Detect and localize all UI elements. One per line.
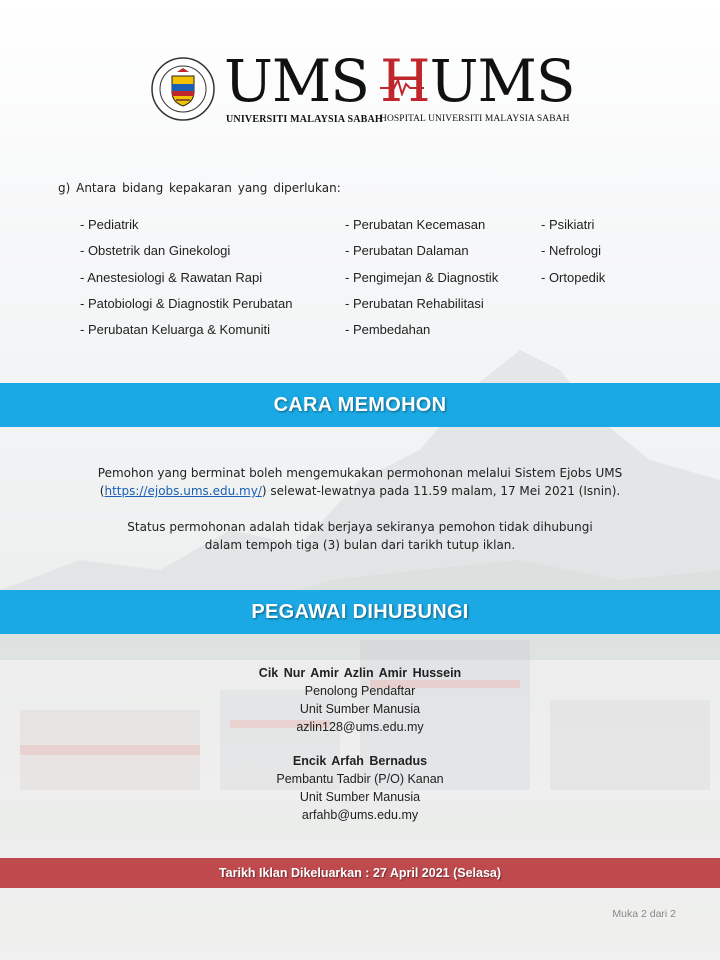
list-item: - Pediatrik <box>80 217 139 232</box>
apply-line-2 <box>0 482 720 500</box>
contact-title: Penolong Pendaftar <box>304 684 416 698</box>
ums-logo-text: UMS <box>224 47 370 115</box>
contacts-heading: PEGAWAI DIHUBUNGI <box>251 600 469 623</box>
issue-date-bar <box>0 858 720 888</box>
list-item: - Pembedahan <box>345 322 431 338</box>
status-line-1: Status permohonan adalah tidak berjaya sekiranya pemohon tidak dihubungi <box>127 520 593 534</box>
list-item: - Perubatan Kecemasan <box>345 217 486 232</box>
list-item: - Perubatan Dalaman <box>345 243 469 259</box>
contact-name: Cik Nur Amir Azlin Amir Hussein <box>258 666 462 680</box>
contact-title: Pembantu Tadbir (P/O) Kanan <box>276 772 444 786</box>
specialties-column-1 <box>80 212 292 343</box>
heartbeat-icon <box>380 76 440 96</box>
list-item: - Pengimejan & Diagnostik <box>345 269 499 285</box>
page-number: Muka 2 dari 2 <box>612 908 676 920</box>
hums-logo <box>380 47 580 136</box>
list-item: - Patobiologi & Diagnostik Perubatan <box>80 295 293 311</box>
list-item: - Ortopedik <box>541 269 606 285</box>
hums-subtitle: HOSPITAL UNIVERSITI MALAYSIA SABAH <box>380 114 570 124</box>
contact-email[interactable]: azlin128@ums.edu.my <box>296 720 424 734</box>
apply-line-1: Pemohon yang berminat boleh mengemukakan permohonan melalui Sistem Ejobs UMS <box>97 466 623 480</box>
contact-email[interactable]: arfahb@ums.edu.my <box>301 808 419 822</box>
apply-section-bar <box>0 383 720 427</box>
ums-subtitle: UNIVERSITI MALAYSIA SABAH <box>226 114 383 125</box>
list-item: - Perubatan Keluarga & Komuniti <box>80 322 271 338</box>
specialties-column-2 <box>345 212 498 343</box>
specialties-column-3 <box>541 212 605 291</box>
contacts-section-bar <box>0 590 720 634</box>
apply-deadline: ) selewat-lewatnya pada 11.59 malam, 17 Mei 2021 (Isnin). <box>261 484 621 498</box>
hums-logo-h: H <box>380 47 430 115</box>
status-line-2: dalam tempoh tiga (3) bulan dari tarikh tutup iklan. <box>204 538 516 552</box>
list-item: - Perubatan Rehabilitasi <box>345 295 484 311</box>
apply-status-note <box>0 518 720 554</box>
ums-logo <box>150 47 383 125</box>
contact-unit: Unit Sumber Manusia <box>299 790 421 804</box>
issue-date: Tarikh Iklan Dikeluarkan : 27 April 2021 (Selasa) <box>218 866 502 880</box>
list-item: - Nefrologi <box>541 243 601 259</box>
list-item: - Psikiatri <box>541 217 595 232</box>
hums-logo-rest: UMS <box>429 47 575 115</box>
contact-card <box>0 664 720 736</box>
list-item: - Anestesiologi & Rawatan Rapi <box>80 269 263 285</box>
contact-unit: Unit Sumber Manusia <box>299 702 421 716</box>
contact-name: Encik Arfah Bernadus <box>292 754 428 768</box>
paren-open: ( <box>99 484 105 498</box>
apply-heading: CARA MEMOHON <box>273 393 447 416</box>
ums-crest-icon <box>150 56 216 122</box>
list-item: - Obstetrik dan Ginekologi <box>80 243 231 259</box>
apply-instructions <box>0 464 720 500</box>
specialties-intro: g) Antara bidang kepakaran yang diperlukan: <box>58 181 341 195</box>
ejobs-link[interactable]: https://ejobs.ums.edu.my/ <box>104 484 262 498</box>
contact-card <box>0 752 720 824</box>
